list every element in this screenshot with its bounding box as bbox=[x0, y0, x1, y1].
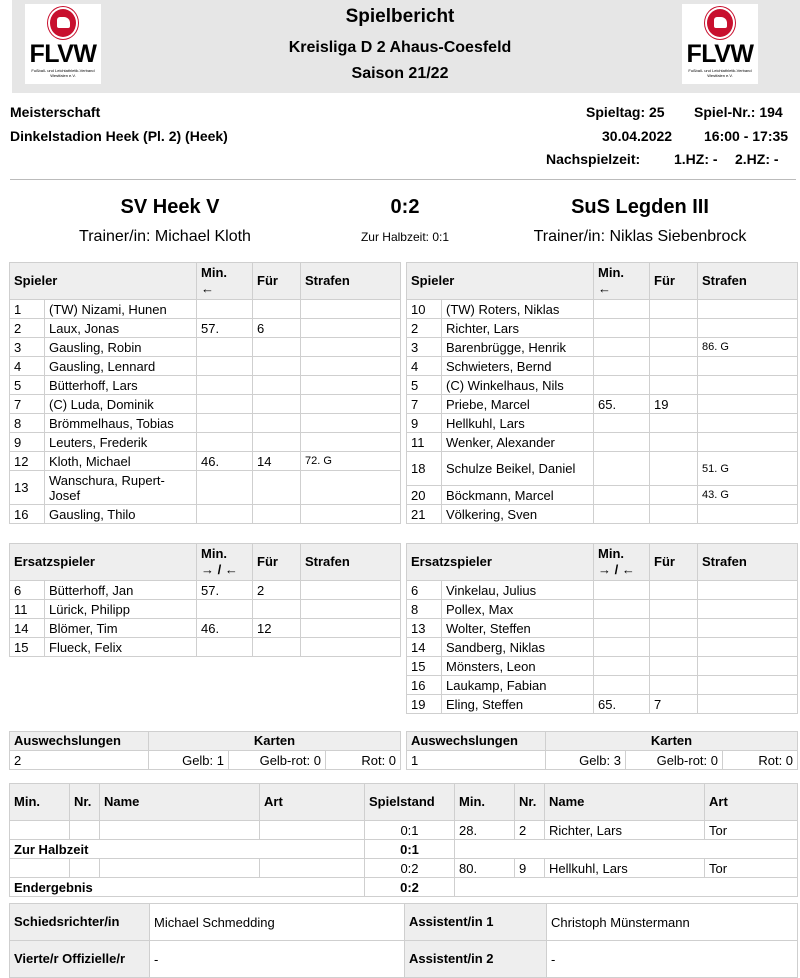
home-lineup-table bbox=[9, 262, 401, 524]
player-minute bbox=[197, 433, 253, 452]
player-minute bbox=[197, 638, 253, 657]
player-penalty bbox=[698, 600, 798, 619]
player-replaced: 7 bbox=[650, 695, 698, 714]
player-name: Schulze Beikel, Daniel bbox=[442, 452, 594, 486]
table-row bbox=[407, 600, 798, 619]
matchday: Spieltag: 25 bbox=[586, 104, 665, 120]
player-penalty bbox=[698, 414, 798, 433]
penalties-header: Strafen bbox=[698, 263, 798, 300]
table-row bbox=[407, 433, 798, 452]
player-minute bbox=[197, 300, 253, 319]
table-row bbox=[10, 600, 401, 619]
yellow-red-cards: Gelb-rot: 0 bbox=[229, 751, 326, 770]
player-penalty: 51. G bbox=[698, 452, 798, 486]
player-number: 2 bbox=[407, 319, 442, 338]
player-name: Blömer, Tim bbox=[45, 619, 197, 638]
player-name: (C) Luda, Dominik bbox=[45, 395, 197, 414]
first-half-extra: 1.HZ: - bbox=[674, 151, 718, 167]
substitution-count: 2 bbox=[10, 751, 149, 770]
player-penalty bbox=[698, 695, 798, 714]
event-number: 2 bbox=[515, 821, 545, 840]
player-minute bbox=[594, 338, 650, 357]
player-minute: 65. bbox=[594, 395, 650, 414]
player-number: 3 bbox=[407, 338, 442, 357]
players-header: Spieler bbox=[10, 263, 197, 300]
substitution-count: 1 bbox=[407, 751, 546, 770]
event-name-header: Name bbox=[100, 784, 260, 821]
player-name: Hellkuhl, Lars bbox=[442, 414, 594, 433]
player-replaced bbox=[650, 376, 698, 395]
match-date: 30.04.2022 bbox=[602, 128, 673, 144]
player-replaced bbox=[650, 357, 698, 376]
assistant2-name: - bbox=[547, 941, 798, 978]
assistant1-name: Christoph Münstermann bbox=[547, 904, 798, 941]
player-name: Richter, Lars bbox=[442, 319, 594, 338]
player-replaced: 12 bbox=[253, 619, 301, 638]
minute-header: Min. → / ← bbox=[197, 544, 253, 581]
player-number: 16 bbox=[407, 676, 442, 695]
halftime-score: Zur Halbzeit: 0:1 bbox=[360, 230, 450, 244]
player-minute bbox=[594, 319, 650, 338]
player-name: Gausling, Lennard bbox=[45, 357, 197, 376]
fourth-official-name: - bbox=[150, 941, 405, 978]
player-minute bbox=[594, 433, 650, 452]
player-penalty bbox=[301, 319, 401, 338]
event-player: Richter, Lars bbox=[545, 821, 705, 840]
second-half-extra: 2.HZ: - bbox=[735, 151, 779, 167]
player-number: 9 bbox=[10, 433, 45, 452]
event-nr-header: Nr. bbox=[70, 784, 100, 821]
event-number: 9 bbox=[515, 859, 545, 878]
player-name: Barenbrügge, Henrik bbox=[442, 338, 594, 357]
player-number: 14 bbox=[407, 638, 442, 657]
player-number: 5 bbox=[10, 376, 45, 395]
event-minute: 28. bbox=[455, 821, 515, 840]
player-name: Bütterhoff, Jan bbox=[45, 581, 197, 600]
yellow-cards: Gelb: 1 bbox=[149, 751, 229, 770]
event-type: Tor bbox=[705, 859, 798, 878]
player-replaced: 2 bbox=[253, 581, 301, 600]
red-cards: Rot: 0 bbox=[326, 751, 401, 770]
player-number: 3 bbox=[10, 338, 45, 357]
event-score: 0:1 bbox=[365, 821, 455, 840]
away-team: SuS Legden III bbox=[571, 196, 709, 218]
player-penalty bbox=[698, 676, 798, 695]
player-number: 5 bbox=[407, 376, 442, 395]
final-score: 0:2 bbox=[390, 196, 420, 218]
player-minute bbox=[197, 505, 253, 524]
event-nr-header: Nr. bbox=[515, 784, 545, 821]
player-minute bbox=[197, 471, 253, 505]
player-name: Laukamp, Fabian bbox=[442, 676, 594, 695]
table-row bbox=[407, 619, 798, 638]
player-name: Leuters, Frederik bbox=[45, 433, 197, 452]
home-trainer: Trainer/in: Michael Kloth bbox=[79, 228, 251, 245]
player-minute bbox=[594, 300, 650, 319]
player-penalty bbox=[301, 433, 401, 452]
player-number: 7 bbox=[407, 395, 442, 414]
player-penalty bbox=[301, 505, 401, 524]
table-row bbox=[10, 300, 401, 319]
table-row bbox=[10, 376, 401, 395]
player-name: (TW) Nizami, Hunen bbox=[45, 300, 197, 319]
player-name: Laux, Jonas bbox=[45, 319, 197, 338]
cards-header: Karten bbox=[546, 732, 798, 751]
player-minute bbox=[594, 505, 650, 524]
for-header: Für bbox=[253, 544, 301, 581]
logo-subtext: Fußball- und Leichtathletik-Verband Westfalen e.V. bbox=[31, 68, 95, 78]
player-replaced bbox=[650, 676, 698, 695]
player-minute: 57. bbox=[197, 581, 253, 600]
player-penalty bbox=[301, 300, 401, 319]
halftime-label: Zur Halbzeit bbox=[10, 840, 365, 859]
table-row bbox=[10, 505, 401, 524]
player-penalty: 72. G bbox=[301, 452, 401, 471]
player-minute: 46. bbox=[197, 452, 253, 471]
player-minute bbox=[197, 357, 253, 376]
season: Saison 21/22 bbox=[351, 65, 449, 82]
player-name: Sandberg, Niklas bbox=[442, 638, 594, 657]
table-row bbox=[10, 859, 798, 878]
substitutions-header: Auswechslungen bbox=[10, 732, 149, 751]
player-penalty bbox=[301, 338, 401, 357]
player-number: 1 bbox=[10, 300, 45, 319]
penalties-header: Strafen bbox=[301, 544, 401, 581]
table-row bbox=[407, 414, 798, 433]
player-name: Wolter, Steffen bbox=[442, 619, 594, 638]
player-penalty bbox=[698, 300, 798, 319]
table-row bbox=[10, 319, 401, 338]
player-minute bbox=[197, 376, 253, 395]
player-name: Pollex, Max bbox=[442, 600, 594, 619]
player-name: (C) Winkelhaus, Nils bbox=[442, 376, 594, 395]
table-row bbox=[10, 433, 401, 452]
player-replaced bbox=[650, 581, 698, 600]
player-minute: 65. bbox=[594, 695, 650, 714]
logo-wordmark: FLVW bbox=[29, 40, 97, 68]
player-replaced bbox=[253, 471, 301, 505]
for-header: Für bbox=[650, 544, 698, 581]
player-number: 8 bbox=[10, 414, 45, 433]
away-subs-table bbox=[406, 543, 798, 714]
goals-table bbox=[9, 783, 798, 897]
player-replaced bbox=[650, 300, 698, 319]
home-subs-table bbox=[9, 543, 401, 657]
player-number: 15 bbox=[407, 657, 442, 676]
player-replaced bbox=[650, 600, 698, 619]
event-min-header: Min. bbox=[10, 784, 70, 821]
for-header: Für bbox=[253, 263, 301, 300]
player-name: Schwieters, Bernd bbox=[442, 357, 594, 376]
player-minute bbox=[594, 452, 650, 486]
player-number: 19 bbox=[407, 695, 442, 714]
player-name: Kloth, Michael bbox=[45, 452, 197, 471]
player-replaced bbox=[253, 300, 301, 319]
final-score-cell: 0:2 bbox=[365, 878, 455, 897]
away-summary-table bbox=[406, 731, 798, 770]
halftime-score-cell: 0:1 bbox=[365, 840, 455, 859]
player-penalty bbox=[698, 319, 798, 338]
player-penalty bbox=[698, 505, 798, 524]
player-number: 4 bbox=[407, 357, 442, 376]
player-penalty bbox=[301, 581, 401, 600]
league-name: Kreisliga D 2 Ahaus-Coesfeld bbox=[288, 39, 512, 56]
player-number: 4 bbox=[10, 357, 45, 376]
player-minute: 57. bbox=[197, 319, 253, 338]
player-penalty bbox=[301, 600, 401, 619]
player-name: Wenker, Alexander bbox=[442, 433, 594, 452]
table-row bbox=[407, 505, 798, 524]
player-name: Brömmelhaus, Tobias bbox=[45, 414, 197, 433]
halftime-row bbox=[10, 840, 798, 859]
player-penalty bbox=[301, 471, 401, 505]
player-replaced bbox=[253, 376, 301, 395]
event-score-header: Spielstand bbox=[365, 784, 455, 821]
player-penalty bbox=[301, 376, 401, 395]
player-penalty bbox=[301, 619, 401, 638]
yellow-cards: Gelb: 3 bbox=[546, 751, 626, 770]
player-minute bbox=[594, 638, 650, 657]
assistant1-label: Assistent/in 1 bbox=[405, 904, 547, 941]
table-row bbox=[407, 319, 798, 338]
player-name: Gausling, Thilo bbox=[45, 505, 197, 524]
for-header: Für bbox=[650, 263, 698, 300]
player-penalty bbox=[698, 376, 798, 395]
event-type-header: Art bbox=[260, 784, 365, 821]
player-replaced bbox=[253, 395, 301, 414]
player-number: 12 bbox=[10, 452, 45, 471]
table-row bbox=[407, 638, 798, 657]
player-replaced bbox=[650, 619, 698, 638]
table-row bbox=[10, 471, 401, 505]
player-penalty bbox=[698, 395, 798, 414]
player-penalty bbox=[698, 581, 798, 600]
event-player: Hellkuhl, Lars bbox=[545, 859, 705, 878]
player-replaced bbox=[650, 414, 698, 433]
player-replaced bbox=[253, 414, 301, 433]
table-row bbox=[407, 695, 798, 714]
player-replaced bbox=[253, 357, 301, 376]
player-name: Völkering, Sven bbox=[442, 505, 594, 524]
player-penalty: 86. G bbox=[698, 338, 798, 357]
player-number: 6 bbox=[10, 581, 45, 600]
player-number: 15 bbox=[10, 638, 45, 657]
player-minute bbox=[197, 395, 253, 414]
table-row bbox=[407, 486, 798, 505]
player-number: 9 bbox=[407, 414, 442, 433]
player-replaced bbox=[650, 505, 698, 524]
players-header: Spieler bbox=[407, 263, 594, 300]
table-row bbox=[407, 376, 798, 395]
player-replaced bbox=[253, 638, 301, 657]
venue: Dinkelstadion Heek (Pl. 2) (Heek) bbox=[10, 128, 228, 144]
table-row bbox=[10, 638, 401, 657]
event-type-header: Art bbox=[705, 784, 798, 821]
table-row bbox=[407, 452, 798, 486]
player-replaced bbox=[253, 433, 301, 452]
event-score: 0:2 bbox=[365, 859, 455, 878]
report-title: Spielbericht bbox=[345, 6, 455, 27]
logo-wordmark: FLVW bbox=[686, 40, 754, 68]
player-name: Eling, Steffen bbox=[442, 695, 594, 714]
match-time: 16:00 - 17:35 bbox=[704, 128, 789, 144]
player-number: 16 bbox=[10, 505, 45, 524]
table-row bbox=[407, 300, 798, 319]
substitutions-header: Auswechslungen bbox=[407, 732, 546, 751]
player-number: 6 bbox=[407, 581, 442, 600]
event-name-header: Name bbox=[545, 784, 705, 821]
referee-label: Schiedsrichter/in bbox=[10, 904, 150, 941]
table-row bbox=[407, 676, 798, 695]
player-penalty: 43. G bbox=[698, 486, 798, 505]
player-name: Böckmann, Marcel bbox=[442, 486, 594, 505]
player-minute bbox=[197, 600, 253, 619]
table-row bbox=[10, 414, 401, 433]
player-penalty bbox=[698, 638, 798, 657]
player-number: 2 bbox=[10, 319, 45, 338]
player-minute bbox=[594, 676, 650, 695]
logo-subtext: Fußball- und Leichtathletik-Verband Westfalen e.V. bbox=[688, 68, 752, 78]
player-replaced: 14 bbox=[253, 452, 301, 471]
player-number: 13 bbox=[407, 619, 442, 638]
player-number: 8 bbox=[407, 600, 442, 619]
player-penalty bbox=[698, 619, 798, 638]
player-minute bbox=[594, 414, 650, 433]
player-penalty bbox=[301, 395, 401, 414]
player-replaced: 19 bbox=[650, 395, 698, 414]
match-number: Spiel-Nr.: 194 bbox=[694, 104, 783, 120]
minute-header: Min. ← bbox=[594, 263, 650, 300]
table-row bbox=[10, 452, 401, 471]
referee-name: Michael Schmedding bbox=[150, 904, 405, 941]
away-trainer: Trainer/in: Niklas Siebenbrock bbox=[533, 228, 747, 245]
player-name: Gausling, Robin bbox=[45, 338, 197, 357]
player-penalty bbox=[698, 433, 798, 452]
player-number: 11 bbox=[407, 433, 442, 452]
player-replaced bbox=[650, 657, 698, 676]
divider bbox=[10, 179, 796, 180]
player-number: 10 bbox=[407, 300, 442, 319]
player-replaced: 6 bbox=[253, 319, 301, 338]
red-cards: Rot: 0 bbox=[723, 751, 798, 770]
player-number: 7 bbox=[10, 395, 45, 414]
table-row bbox=[407, 657, 798, 676]
player-minute bbox=[594, 376, 650, 395]
player-name: Flueck, Felix bbox=[45, 638, 197, 657]
table-row bbox=[407, 581, 798, 600]
player-replaced bbox=[253, 505, 301, 524]
player-replaced bbox=[253, 338, 301, 357]
table-row bbox=[10, 581, 401, 600]
player-number: 20 bbox=[407, 486, 442, 505]
player-minute bbox=[594, 657, 650, 676]
fourth-official-label: Vierte/r Offizielle/r bbox=[10, 941, 150, 978]
player-number: 18 bbox=[407, 452, 442, 486]
competition: Meisterschaft bbox=[10, 104, 101, 120]
player-number: 13 bbox=[10, 471, 45, 505]
player-replaced bbox=[650, 638, 698, 657]
player-minute bbox=[197, 414, 253, 433]
table-row bbox=[10, 619, 401, 638]
player-penalty bbox=[698, 657, 798, 676]
player-replaced bbox=[650, 452, 698, 486]
home-summary-table bbox=[9, 731, 401, 770]
player-minute bbox=[594, 581, 650, 600]
subs-header: Ersatzspieler bbox=[10, 544, 197, 581]
table-row bbox=[407, 357, 798, 376]
event-type: Tor bbox=[705, 821, 798, 840]
player-replaced bbox=[650, 486, 698, 505]
player-minute bbox=[594, 486, 650, 505]
player-minute bbox=[594, 619, 650, 638]
yellow-red-cards: Gelb-rot: 0 bbox=[626, 751, 723, 770]
penalties-header: Strafen bbox=[301, 263, 401, 300]
home-team: SV Heek V bbox=[120, 196, 220, 218]
table-row bbox=[10, 357, 401, 376]
player-minute bbox=[197, 338, 253, 357]
assistant2-label: Assistent/in 2 bbox=[405, 941, 547, 978]
player-number: 14 bbox=[10, 619, 45, 638]
table-row bbox=[407, 338, 798, 357]
penalties-header: Strafen bbox=[698, 544, 798, 581]
away-lineup-table bbox=[406, 262, 798, 524]
player-replaced bbox=[650, 338, 698, 357]
table-row bbox=[10, 395, 401, 414]
player-replaced bbox=[650, 319, 698, 338]
minute-header: Min. → / ← bbox=[594, 544, 650, 581]
table-row bbox=[10, 338, 401, 357]
player-penalty bbox=[301, 357, 401, 376]
player-name: Mönsters, Leon bbox=[442, 657, 594, 676]
extra-time-label: Nachspielzeit: bbox=[546, 151, 641, 167]
minute-header: Min. ← bbox=[197, 263, 253, 300]
cards-header: Karten bbox=[149, 732, 401, 751]
player-name: Lürick, Philipp bbox=[45, 600, 197, 619]
final-label: Endergebnis bbox=[10, 878, 365, 897]
officials-table bbox=[9, 903, 798, 978]
player-name: Priebe, Marcel bbox=[442, 395, 594, 414]
player-replaced bbox=[650, 433, 698, 452]
player-name: Wanschura, Rupert-Josef bbox=[45, 471, 197, 505]
player-number: 11 bbox=[10, 600, 45, 619]
player-number: 21 bbox=[407, 505, 442, 524]
player-name: Vinkelau, Julius bbox=[442, 581, 594, 600]
final-row bbox=[10, 878, 798, 897]
player-minute bbox=[594, 600, 650, 619]
player-name: (TW) Roters, Niklas bbox=[442, 300, 594, 319]
player-replaced bbox=[253, 600, 301, 619]
player-penalty bbox=[301, 414, 401, 433]
player-penalty bbox=[698, 357, 798, 376]
player-minute: 46. bbox=[197, 619, 253, 638]
event-min-header: Min. bbox=[455, 784, 515, 821]
table-row bbox=[10, 821, 798, 840]
player-minute bbox=[594, 357, 650, 376]
player-name: Bütterhoff, Lars bbox=[45, 376, 197, 395]
event-minute: 80. bbox=[455, 859, 515, 878]
subs-header: Ersatzspieler bbox=[407, 544, 594, 581]
player-penalty bbox=[301, 638, 401, 657]
table-row bbox=[407, 395, 798, 414]
